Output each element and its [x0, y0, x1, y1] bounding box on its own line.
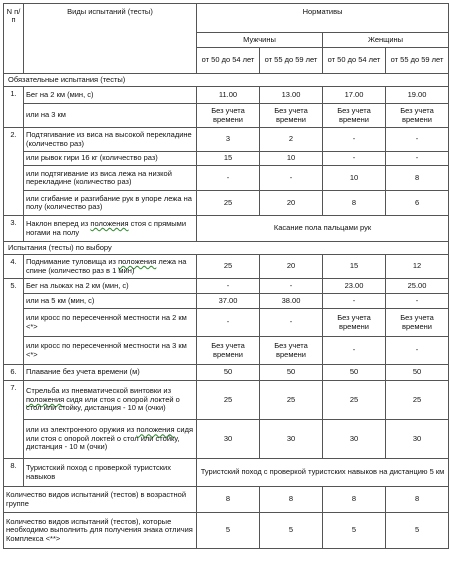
norm-value: -	[260, 309, 323, 337]
table-row	[4, 191, 449, 216]
table-row	[4, 128, 449, 152]
table-row	[4, 365, 449, 381]
table-row	[4, 459, 449, 487]
total-value: 5	[197, 513, 260, 549]
section-mandatory: Обязательные испытания (тесты)	[4, 74, 449, 87]
norm-value: 25.00	[386, 279, 449, 294]
header-number: N п/п	[4, 4, 24, 74]
norm-value: 25	[197, 255, 260, 279]
norm-value: 20	[260, 255, 323, 279]
section-optional: Испытания (тесты) по выбору	[4, 242, 449, 255]
section-row	[4, 74, 449, 87]
norm-value: -	[386, 337, 449, 365]
norm-value: 30	[260, 420, 323, 459]
norm-value: -	[260, 166, 323, 191]
norm-value: 30	[323, 420, 386, 459]
test-name: или подтягивание из виса лежа на низкой перекладине (количество раз)	[24, 166, 197, 191]
norm-value: 25	[197, 381, 260, 420]
norm-value: -	[197, 279, 260, 294]
header-women: Женщины	[323, 33, 449, 48]
norm-value: 15	[197, 152, 260, 166]
norm-value: 50	[323, 365, 386, 381]
test-name-part: или из электронного оружия из	[26, 425, 137, 435]
test-name	[24, 216, 197, 242]
header-norms: Нормативы	[197, 4, 449, 33]
table-row	[4, 381, 449, 420]
norm-merged: Туристский поход с проверкой туристских навыков на дистанцию 5 км	[197, 459, 449, 487]
header-age-men-55-59: от 55 до 59 лет	[260, 48, 323, 74]
table-row	[4, 166, 449, 191]
row-number: 3.	[4, 216, 24, 242]
header-row-1	[4, 4, 449, 33]
norm-value: -	[323, 294, 386, 309]
norm-value: 25	[386, 381, 449, 420]
norm-value: -	[386, 152, 449, 166]
norm-value: Без учета времени	[386, 309, 449, 337]
standards-document	[3, 3, 449, 549]
test-name-part: лежа на спине (количество раз в 1 мин)	[26, 257, 187, 275]
test-name-part: сидя или стоя с опорой локтей о стол или стойку, дистанция - 10 м (очки)	[26, 394, 180, 413]
header-test-kind: Виды испытаний (тесты)	[24, 4, 197, 74]
norm-value: 50	[197, 365, 260, 381]
test-name: Туристский поход с проверкой туристских навыков	[24, 459, 197, 487]
test-name	[24, 381, 197, 420]
header-age-women-55-59: от 55 до 59 лет	[386, 48, 449, 74]
norm-value: 25	[197, 191, 260, 216]
test-name: Плавание без учета времени (м)	[24, 365, 197, 381]
norm-value: 37.00	[197, 294, 260, 309]
row-number: 5.	[4, 279, 24, 365]
norm-value: -	[323, 152, 386, 166]
header-men: Мужчины	[197, 33, 323, 48]
norm-value: -	[323, 337, 386, 365]
table-row	[4, 104, 449, 128]
test-name	[24, 255, 197, 279]
total-value: 8	[197, 487, 260, 513]
table-row	[4, 216, 449, 242]
norm-value: -	[197, 309, 260, 337]
test-name: или рывок гири 16 кг (количество раз)	[24, 152, 197, 166]
table-row	[4, 152, 449, 166]
test-name-part: Наклон вперед из	[26, 219, 91, 229]
test-name	[24, 420, 197, 459]
test-name: Бег на 2 км (мин, с)	[24, 87, 197, 104]
norm-value: 50	[386, 365, 449, 381]
norm-value: Без учета времени	[197, 104, 260, 128]
table-row	[4, 87, 449, 104]
table-row	[4, 337, 449, 365]
norm-value: -	[386, 128, 449, 152]
norm-value: 30	[197, 420, 260, 459]
table-row	[4, 279, 449, 294]
test-name-part: Стрельба из пневматической винтовки из	[26, 386, 172, 396]
norm-value: 12	[386, 255, 449, 279]
norm-value: 17.00	[323, 87, 386, 104]
norm-value: Без учета времени	[260, 337, 323, 365]
test-name-part: положения	[136, 425, 175, 435]
norm-value: 11.00	[197, 87, 260, 104]
table-row	[4, 309, 449, 337]
totals-row	[4, 487, 449, 513]
table-row	[4, 294, 449, 309]
total-value: 8	[260, 487, 323, 513]
norm-value: 8	[386, 166, 449, 191]
test-name: или на 3 км	[24, 104, 197, 128]
norm-value: -	[386, 294, 449, 309]
header-age-men-50-54: от 50 до 54 лет	[197, 48, 260, 74]
test-name: или кросс по пересеченной местности на 2 км <*>	[24, 309, 197, 337]
test-name-part: положения	[26, 394, 65, 404]
test-name: или сгибание и разгибание рук в упоре лежа на полу (количество раз)	[24, 191, 197, 216]
test-name-part: стоя с прямыми ногами на полу	[26, 219, 187, 237]
total-label: Количество видов испытаний (тестов) в возрастной группе	[4, 487, 197, 513]
norm-value: 3	[197, 128, 260, 152]
test-name: или на 5 км (мин, с)	[24, 294, 197, 309]
norm-value: Без учета времени	[260, 104, 323, 128]
norm-value: 10	[323, 166, 386, 191]
test-name-part: положения	[90, 219, 129, 229]
row-number: 6.	[4, 365, 24, 381]
norm-value: -	[323, 128, 386, 152]
norm-value: 19.00	[386, 87, 449, 104]
norm-value: 20	[260, 191, 323, 216]
norm-value: 50	[260, 365, 323, 381]
norm-value: Без учета времени	[197, 337, 260, 365]
norm-value: 13.00	[260, 87, 323, 104]
norm-value: 25	[260, 381, 323, 420]
row-number: 1.	[4, 87, 24, 128]
section-row	[4, 242, 449, 255]
norm-value: 6	[386, 191, 449, 216]
header-age-women-50-54: от 50 до 54 лет	[323, 48, 386, 74]
norm-value: 10	[260, 152, 323, 166]
norm-merged: Касание пола пальцами рук	[197, 216, 449, 242]
total-label: Количество видов испытаний (тестов), которые необходимо выполнить для получения знака отличия Комплекса <**>	[4, 513, 197, 549]
total-value: 5	[323, 513, 386, 549]
test-name-part: сидя или стоя с опорой локтей о стол или стойку, дистанция - 10 м (очки)	[26, 425, 194, 452]
test-name: Бег на лыжах на 2 км (мин, с)	[24, 279, 197, 294]
norm-value: 25	[323, 381, 386, 420]
norm-value: Без учета времени	[323, 104, 386, 128]
norm-value: 2	[260, 128, 323, 152]
table-row	[4, 255, 449, 279]
norm-value: Без учета времени	[323, 309, 386, 337]
total-value: 8	[323, 487, 386, 513]
test-name: Подтягивание из виса на высокой перекладине (количество раз)	[24, 128, 197, 152]
total-value: 5	[386, 513, 449, 549]
test-name: или кросс по пересеченной местности на 3 км <*>	[24, 337, 197, 365]
norm-value: -	[260, 279, 323, 294]
row-number: 8.	[4, 459, 24, 487]
norm-value: 38.00	[260, 294, 323, 309]
row-number: 2.	[4, 128, 24, 216]
test-name-part: положения	[118, 257, 157, 267]
norm-value: Без учета времени	[386, 104, 449, 128]
row-number: 4.	[4, 255, 24, 279]
total-value: 5	[260, 513, 323, 549]
totals-row	[4, 513, 449, 549]
norm-value: 30	[386, 420, 449, 459]
norm-value: 23.00	[323, 279, 386, 294]
table-row	[4, 420, 449, 459]
test-name-part: Поднимание туловища из	[26, 257, 119, 267]
standards-table	[3, 3, 449, 549]
norm-value: 8	[323, 191, 386, 216]
norm-value: -	[197, 166, 260, 191]
norm-value: 15	[323, 255, 386, 279]
total-value: 8	[386, 487, 449, 513]
row-number: 7.	[4, 381, 24, 459]
